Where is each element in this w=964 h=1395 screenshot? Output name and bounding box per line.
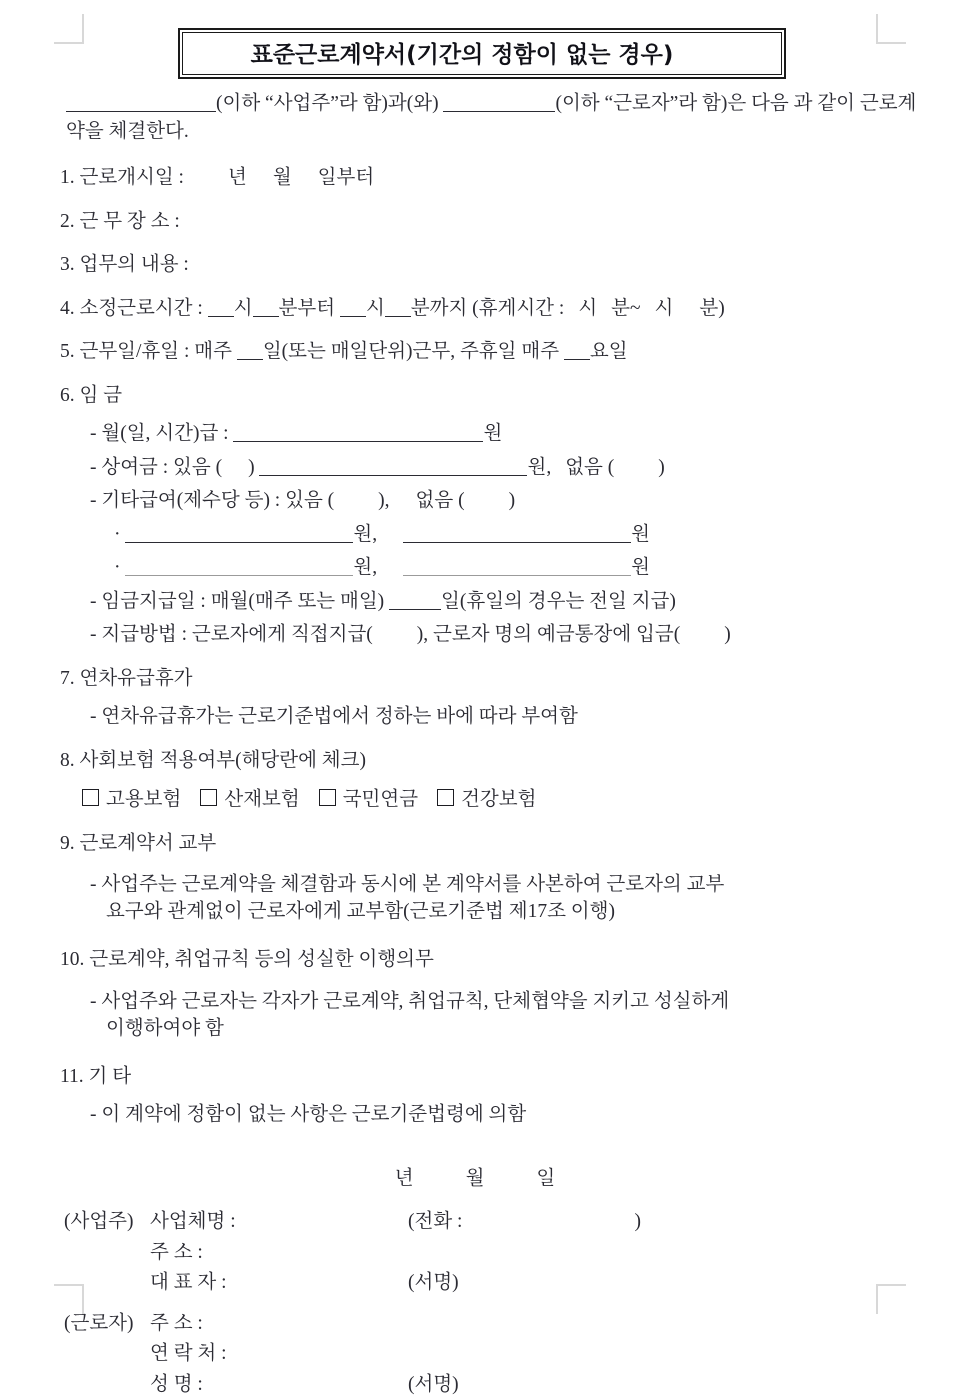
- clause-6-number: 6.: [60, 384, 75, 406]
- row-bullet: ·: [114, 557, 121, 579]
- clause-1-year[interactable]: 년: [227, 167, 247, 189]
- clause-1-day[interactable]: 일부터: [317, 167, 375, 189]
- worker-name-label: 성 명 :: [150, 1373, 203, 1395]
- employer-representative-row: [64, 1273, 926, 1293]
- end-hour-blank[interactable]: [340, 316, 366, 317]
- other-pay-blank-2b[interactable]: [403, 575, 631, 576]
- employer-tag: (사업주): [64, 1211, 134, 1232]
- employer-name-blank[interactable]: [66, 111, 216, 112]
- clause-11-body-text: 이 계약에 정함이 없는 사항은 근로기준법령에 의함: [101, 1104, 527, 1125]
- bonus-yes-close[interactable]: ): [248, 456, 255, 478]
- clause-5-label: 근무일/휴일 : 매주: [79, 341, 232, 363]
- monthly-wage-label: 월(일, 시간)급 :: [101, 423, 229, 445]
- employer-phone-close: ): [634, 1211, 641, 1232]
- bullet-dash: -: [90, 874, 97, 896]
- bullet-dash: -: [90, 990, 97, 1012]
- bonus-unit: 원,: [527, 456, 552, 478]
- end-minute-blank[interactable]: [385, 316, 411, 317]
- clause-5-number: 5.: [60, 341, 75, 363]
- clause-8-number: 8.: [60, 749, 75, 771]
- clause-10-body: [58, 989, 926, 1043]
- other-pay-label: 기타급여(제수당 등) : 있음 (: [101, 490, 335, 512]
- checkbox-label-industrial-accident-insurance: 산재보험: [224, 789, 300, 811]
- clause-2-label[interactable]: 근 무 장 소 :: [79, 210, 180, 232]
- employer-signature-block: [58, 1212, 926, 1293]
- worker-contact-row: [64, 1344, 926, 1364]
- clause-3-label[interactable]: 업무의 내용 :: [79, 254, 189, 276]
- clause-7: [58, 669, 926, 689]
- bonus-none-label: 없음 (: [565, 456, 615, 478]
- clause-10: [58, 950, 926, 970]
- other-pay-unit-2b: 원: [631, 557, 650, 579]
- date-year[interactable]: 년: [394, 1167, 414, 1189]
- clause-6: [58, 386, 926, 406]
- worker-address-label: 주 소 :: [150, 1312, 203, 1334]
- clause-4-min1: 분부터: [278, 297, 336, 319]
- clause-2: [58, 212, 926, 232]
- row-bullet: ·: [114, 523, 121, 545]
- clause-3: [58, 255, 926, 275]
- clause-2-number: 2.: [60, 210, 75, 232]
- rest-hour2[interactable]: 시: [654, 297, 674, 319]
- employer-signature-mark[interactable]: (서명): [408, 1272, 459, 1293]
- clause-10-body-line2: 이행하여야 함: [106, 1017, 224, 1039]
- clause-5: [58, 342, 926, 362]
- clause-7-body: [58, 707, 926, 727]
- checkbox-item-health-insurance[interactable]: [437, 789, 536, 810]
- clause-7-body-text: 연차유급휴가는 근로기준법에서 정하는 바에 따라 부여함: [101, 706, 578, 728]
- clause-11-label: 기 타: [88, 1065, 132, 1087]
- employer-representative-label: 대 표 자 :: [150, 1272, 227, 1293]
- other-pay-none-label: 없음 (: [415, 490, 465, 512]
- clause-8-label: 사회보험 적용여부(해당란에 체크): [79, 749, 366, 771]
- payday-label: 임금지급일 : 매월(매주 또는 매일): [101, 590, 385, 612]
- clause-6-bonus: [58, 458, 926, 478]
- start-minute-blank[interactable]: [253, 316, 279, 317]
- bonus-label: 상여금 : 있음 (: [101, 456, 223, 478]
- clause-11-body: [58, 1105, 926, 1125]
- employer-company-label: 사업체명 :: [150, 1211, 236, 1232]
- clause-9-number: 9.: [60, 832, 75, 854]
- clause-1: [58, 168, 926, 188]
- clause-9-body-line2: 요구와 관계없이 근로자에게 교부함(근로기준법 제17조 이행): [106, 901, 615, 923]
- bullet-dash: -: [90, 456, 97, 478]
- clause-1-number: 1.: [60, 167, 75, 189]
- clause-11-number: 11.: [60, 1065, 84, 1087]
- clause-4-hour1: 시: [233, 297, 253, 319]
- clause-10-body-line1: 사업주와 근로자는 각자가 근로계약, 취업규칙, 단체협약을 지키고 성실하게: [101, 990, 730, 1012]
- contract-body: [58, 90, 926, 1394]
- monthly-wage-unit: 원: [483, 423, 503, 445]
- date-month[interactable]: 월: [465, 1167, 485, 1189]
- employer-address-row: [64, 1243, 926, 1263]
- rest-min1[interactable]: 분~: [611, 297, 641, 319]
- payment-bank-label: 근로자 명의 예금통장에 입금(: [433, 624, 681, 646]
- clause-8: [58, 751, 926, 771]
- date-day[interactable]: 일: [536, 1167, 556, 1189]
- worker-tag: (근로자): [64, 1312, 134, 1334]
- clause-3-number: 3.: [60, 254, 75, 276]
- other-pay-yes-close[interactable]: ),: [378, 490, 390, 512]
- bullet-dash: -: [90, 1104, 97, 1125]
- worker-signature-block: [58, 1314, 926, 1395]
- other-pay-none-close[interactable]: ): [508, 490, 516, 512]
- monthly-wage-blank[interactable]: [233, 441, 483, 442]
- checkbox-icon[interactable]: [319, 789, 336, 806]
- clause-5-weekday: 요일: [589, 341, 628, 363]
- payment-direct-label: 지급방법 : 근로자에게 직접지급(: [101, 624, 373, 646]
- signature-date-line: [58, 1169, 926, 1189]
- clause-6-monthly-wage: [58, 424, 926, 444]
- checkbox-label-national-pension: 국민연금: [342, 789, 419, 811]
- worker-name-blank[interactable]: [443, 111, 555, 112]
- worker-contact-label: 연 락 처 :: [150, 1343, 227, 1364]
- clause-7-label: 연차유급휴가: [79, 667, 193, 689]
- worker-name-row: [64, 1375, 926, 1395]
- title-outer-border: [178, 28, 786, 79]
- document-title-box: [178, 28, 786, 79]
- employer-address-label: 주 소 :: [150, 1241, 203, 1263]
- bullet-dash: -: [90, 706, 97, 728]
- clause-1-month[interactable]: 월: [272, 167, 292, 189]
- clause-4-label: 소정근로시간 :: [79, 297, 203, 319]
- other-pay-blank-2a[interactable]: [125, 575, 353, 576]
- clause-4-min2: 분까지: [410, 297, 468, 319]
- clause-6-other-pay: [58, 491, 926, 511]
- bullet-dash: -: [90, 624, 97, 646]
- clause-4: [58, 299, 926, 319]
- rest-hour1[interactable]: 시: [578, 297, 598, 319]
- bullet-dash: -: [90, 490, 97, 512]
- clause-10-number: 10.: [60, 949, 85, 971]
- checkbox-icon[interactable]: [200, 789, 217, 806]
- intro-paragraph: [58, 90, 926, 145]
- weekly-holiday-blank[interactable]: [564, 359, 590, 360]
- other-pay-blank-1b[interactable]: [403, 542, 631, 543]
- start-hour-blank[interactable]: [208, 316, 234, 317]
- clause-6-label: 임 금: [79, 384, 123, 406]
- bullet-dash: -: [90, 590, 97, 612]
- workdays-blank[interactable]: [237, 359, 263, 360]
- payday-suffix: 일(휴일의 경우는 전일 지급): [441, 590, 676, 612]
- worker-address-row: [64, 1314, 926, 1334]
- payday-blank[interactable]: [389, 609, 441, 610]
- payment-bank-close[interactable]: ): [724, 624, 731, 646]
- checkbox-item-national-pension[interactable]: [319, 789, 418, 810]
- clause-10-label: 근로계약, 취업규칙 등의 성실한 이행의무: [89, 949, 434, 971]
- page-title: 표준근로계약서(기간의 정함이 없는 경우): [250, 42, 674, 68]
- checkbox-label-health-insurance: 건강보험: [461, 789, 537, 811]
- rest-min2[interactable]: 분): [699, 297, 725, 319]
- clause-4-hour2: 시: [365, 297, 385, 319]
- clause-4-number: 4.: [60, 297, 75, 319]
- clause-6-payment-method: [58, 625, 926, 645]
- clause-9-label: 근로계약서 교부: [79, 832, 217, 854]
- employer-company-row: [64, 1212, 926, 1232]
- intro-text-part3: 과 같이 근로계약을 체결한다.: [66, 93, 917, 142]
- other-pay-row-1: [58, 525, 926, 545]
- other-pay-unit-2a: 원,: [353, 557, 378, 579]
- bonus-amount-blank[interactable]: [259, 475, 527, 476]
- intro-text-part2: (이하 “근로자”라 함)은 다음: [555, 93, 789, 114]
- bullet-dash: -: [90, 423, 97, 445]
- clause-11: [58, 1067, 926, 1087]
- checkbox-label-employment-insurance: 고용보험: [106, 789, 182, 811]
- clause-9-body: [58, 872, 926, 926]
- intro-text-part1: (이하 “사업주”라 함)과(와): [216, 93, 439, 114]
- clause-7-number: 7.: [60, 667, 75, 689]
- checkbox-item-industrial-accident-insurance[interactable]: [200, 789, 299, 810]
- clause-6-payday: [58, 592, 926, 612]
- title-inner-border: [182, 32, 782, 75]
- clause-5-days: 일(또는 매일단위)근무, 주휴일 매주: [262, 341, 560, 363]
- other-pay-unit-1b: 원: [631, 523, 650, 545]
- clause-9-body-line1: 사업주는 근로계약을 체결함과 동시에 본 계약서를 사본하여 근로자의 교부: [101, 874, 725, 896]
- worker-signature-mark[interactable]: (서명): [408, 1373, 459, 1395]
- checkbox-item-employment-insurance[interactable]: [82, 789, 181, 810]
- clause-9: [58, 834, 926, 854]
- other-pay-row-2: [58, 558, 926, 578]
- other-pay-unit-1a: 원,: [353, 523, 378, 545]
- employer-phone-label: (전화 :: [408, 1211, 463, 1232]
- insurance-checkbox-group: [58, 789, 926, 810]
- rest-time-open: (휴게시간 :: [472, 297, 565, 319]
- checkbox-icon[interactable]: [82, 789, 99, 806]
- bonus-none-close[interactable]: ): [658, 456, 665, 478]
- clause-1-label: 근로개시일 :: [79, 167, 184, 189]
- other-pay-blank-1a[interactable]: [125, 542, 353, 543]
- checkbox-icon[interactable]: [437, 789, 454, 806]
- payment-direct-close[interactable]: ),: [416, 624, 429, 646]
